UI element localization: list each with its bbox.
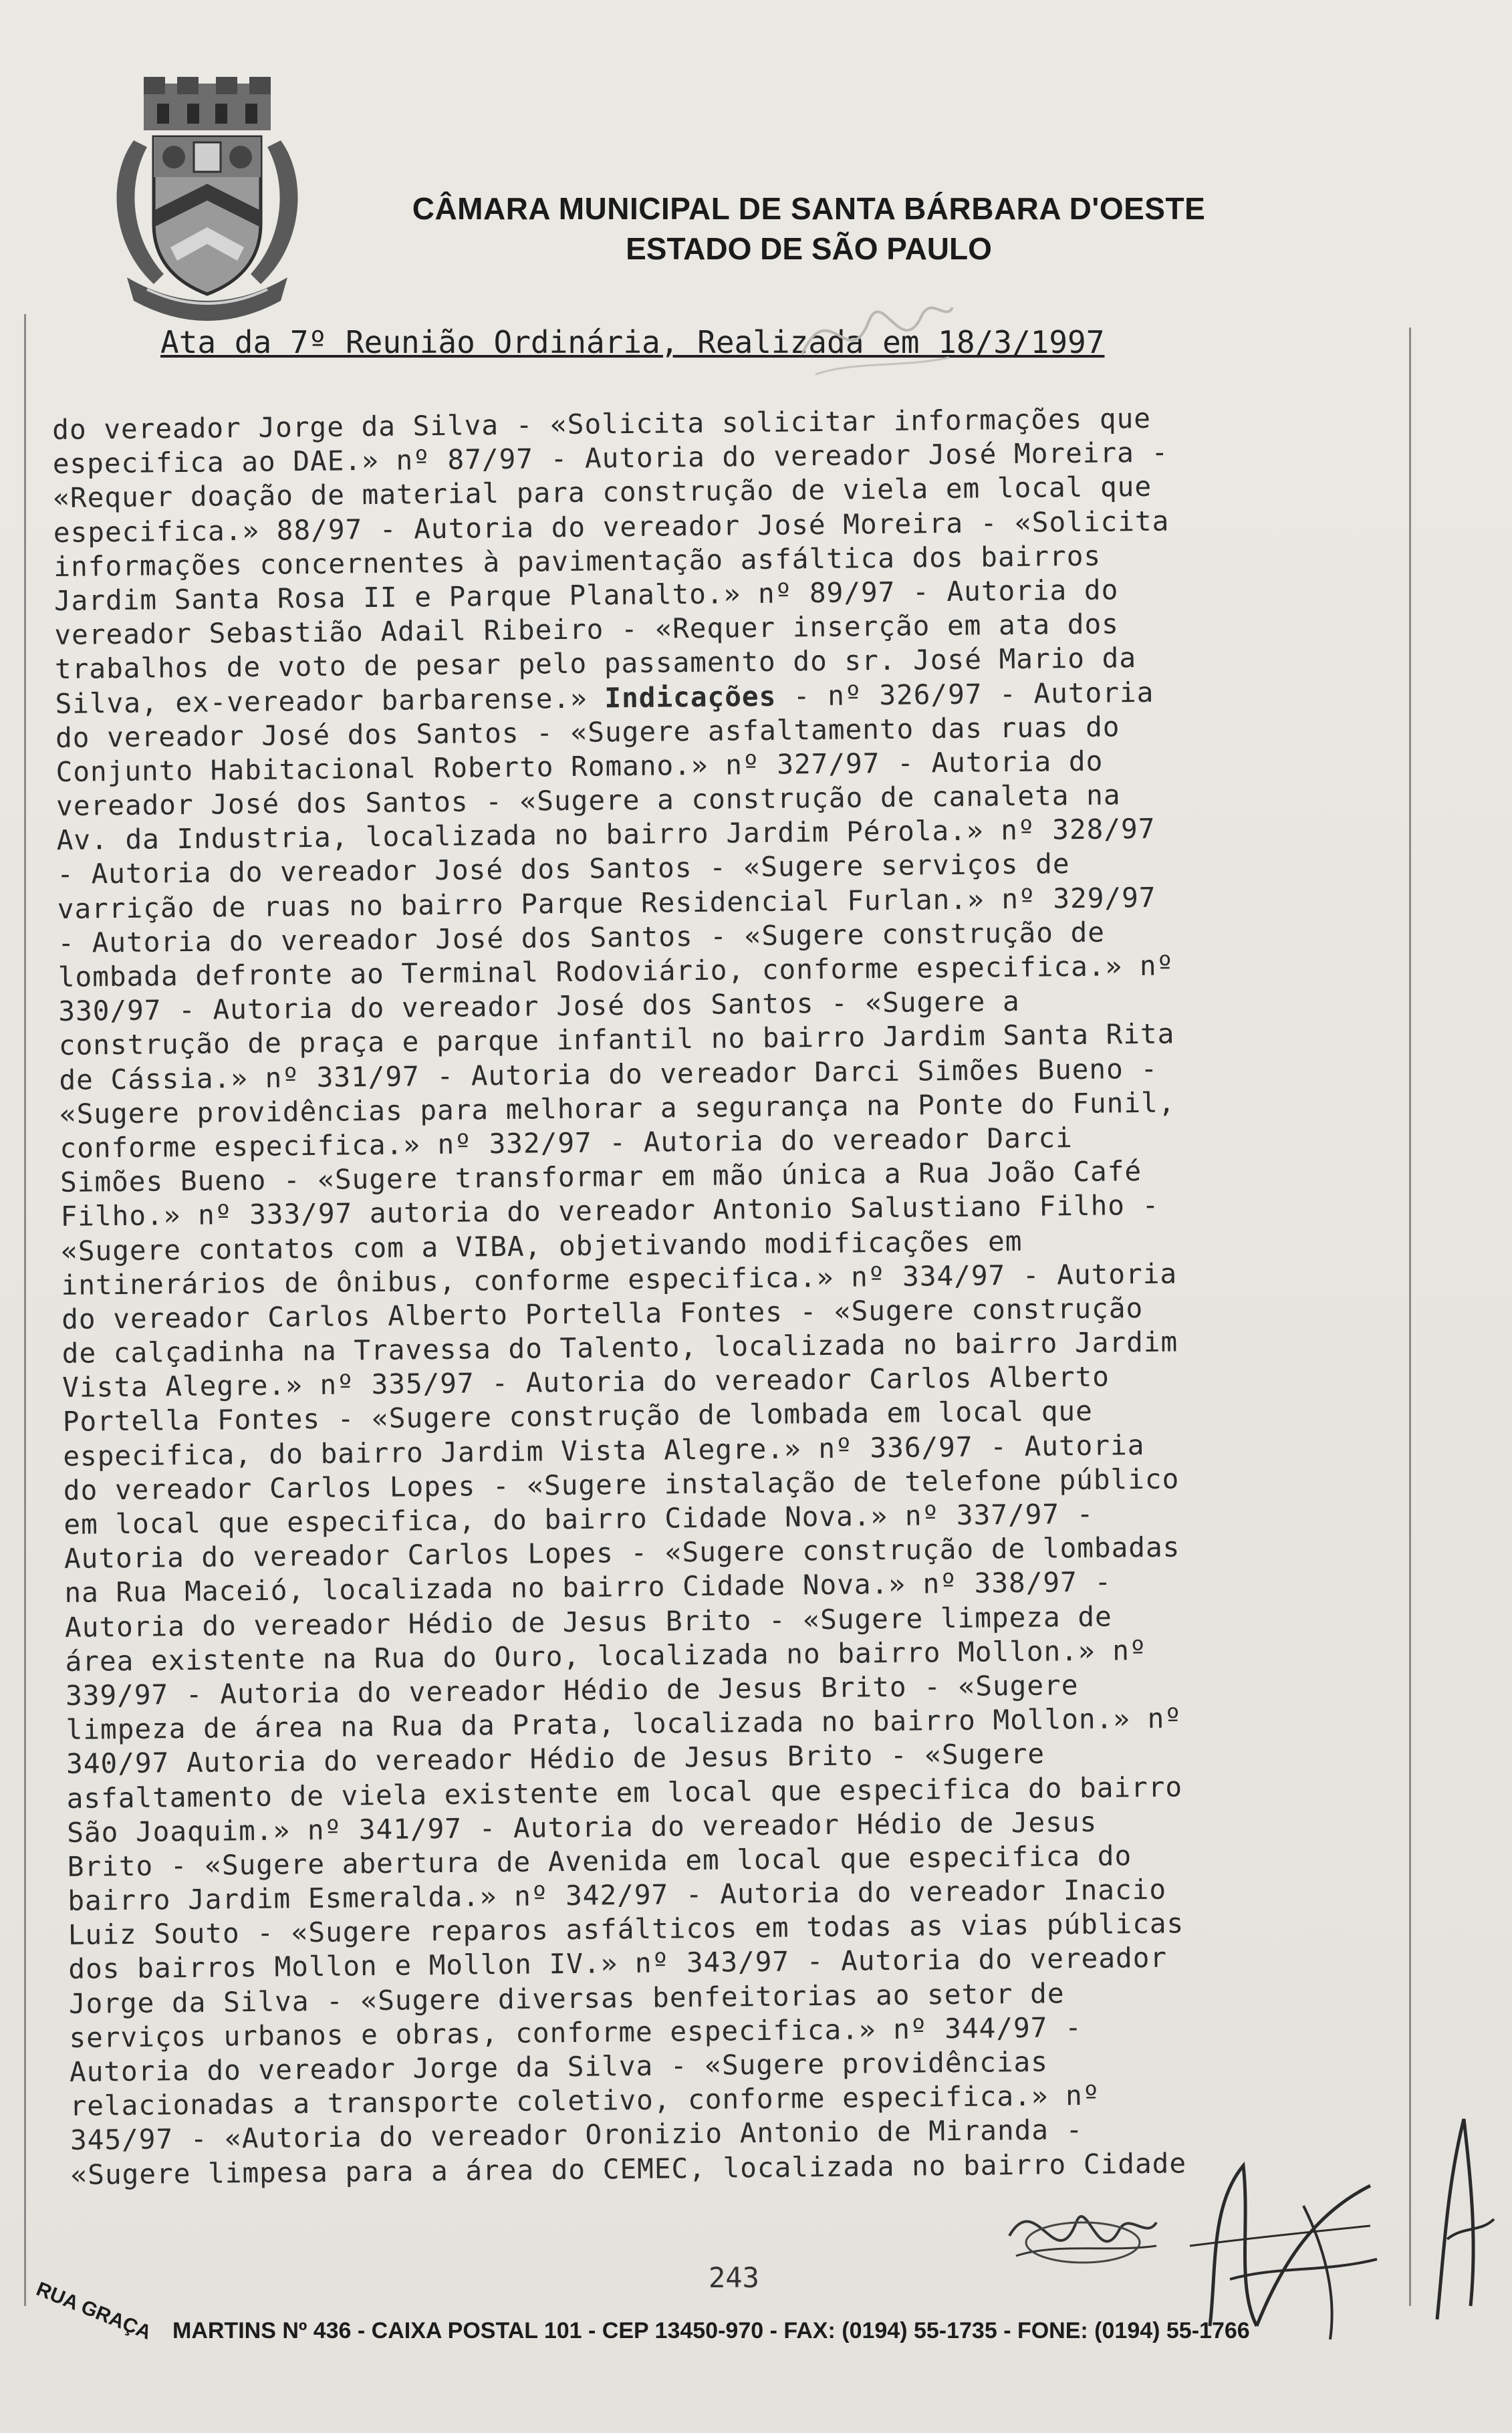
minutes-line: do vereador Carlos Lopes - «Sugere instalação de telefone público bbox=[63, 1462, 1180, 1507]
minutes-line: Silva, ex-vereador barbarense.» Indicações - nº 326/97 - Autoria bbox=[55, 676, 1154, 720]
minutes-line: 339/97 - Autoria do vereador Hédio de Jesus Brito - «Sugere bbox=[65, 1668, 1079, 1712]
signature-icon bbox=[1003, 2176, 1163, 2283]
coat-of-arms-icon bbox=[107, 77, 307, 328]
minutes-line: relacionadas a transporte coletivo, conforme especifica.» nº bbox=[70, 2079, 1100, 2123]
minutes-line: limpeza de área na Rua da Prata, localizada no bairro Mollon.» nº bbox=[66, 1702, 1182, 1747]
minutes-line: Filho.» nº 333/97 autoria do vereador Antonio Salustiano Filho - bbox=[60, 1189, 1160, 1233]
minutes-line: intinerários de ônibus, conforme especifica.» nº 334/97 - Autoria bbox=[61, 1257, 1178, 1301]
minutes-line: «Sugere contatos com a VIBA, objetivando modificações em bbox=[60, 1225, 1023, 1267]
minutes-line: em local que especifica, do bairro Cidade Nova.» nº 337/97 - bbox=[64, 1497, 1094, 1541]
minutes-line: Vista Alegre.» nº 335/97 - Autoria do vereador Carlos Alberto bbox=[62, 1360, 1110, 1404]
minutes-line: Brito - «Sugere abertura de Avenida em local que especifica do bbox=[67, 1839, 1132, 1883]
minutes-line: do vereador José dos Santos - «Sugere asfaltamento das ruas do bbox=[55, 710, 1120, 754]
minutes-line: serviços urbanos e obras, conforme especifica.» nº 344/97 - bbox=[69, 2011, 1082, 2054]
minutes-line: vereador Sebastião Adail Ribeiro - «Requer inserção em ata dos bbox=[54, 608, 1120, 652]
minutes-line: do vereador Jorge da Silva - «Solicita solicitar informações que bbox=[52, 402, 1152, 446]
minutes-line: - Autoria do vereador José dos Santos - «Sugere serviços de bbox=[56, 848, 1070, 891]
minutes-line: Jorge da Silva - «Sugere diversas benfeitorias ao setor de bbox=[68, 1976, 1065, 2020]
minutes-line: 340/97 Autoria do vereador Hédio de Jesus Brito - «Sugere bbox=[66, 1737, 1045, 1781]
minutes-line: Conjunto Habitacional Roberto Romano.» nº 327/97 - Autoria do bbox=[55, 745, 1104, 788]
minutes-line: - Autoria do vereador José dos Santos - «Sugere construção de bbox=[57, 916, 1106, 959]
minutes-title: Ata da 7º Reunião Ordinária, Realizada em 18/3/1997 bbox=[160, 324, 1105, 360]
institution-name: CÂMARA MUNICIPAL DE SANTA BÁRBARA D'OESTE bbox=[412, 191, 1206, 226]
minutes-line: trabalhos de voto de pesar pelo passamento do sr. José Mario da bbox=[54, 642, 1137, 686]
minutes-line: Luiz Souto - «Sugere reparos asfálticos em todas as vias públicas bbox=[68, 1907, 1184, 1952]
left-margin-rule bbox=[24, 314, 26, 2306]
minutes-line: varrição de ruas no bairro Parque Residencial Furlan.» nº 329/97 bbox=[57, 881, 1156, 925]
minutes-line: lombada defronte ao Terminal Rodoviário, conforme especifica.» nº bbox=[57, 949, 1174, 993]
state-name: ESTADO DE SÃO PAULO bbox=[626, 231, 992, 266]
minutes-line: bairro Jardim Esmeralda.» nº 342/97 - Autoria do vereador Inacio bbox=[68, 1873, 1167, 1917]
address-footer bbox=[33, 2273, 1479, 2353]
minutes-body bbox=[52, 399, 1386, 2192]
footer-street-prefix: RUA GRAÇA bbox=[33, 2278, 154, 2344]
minutes-line: construção de praça e parque infantil no bairro Jardim Santa Rita bbox=[58, 1017, 1175, 1062]
minutes-line: dos bairros Mollon e Mollon IV.» nº 343/97 - Autoria do vereador bbox=[68, 1942, 1168, 1986]
footer-contact-line: MARTINS Nº 436 - CAIXA POSTAL 101 - CEP 13450-970 - FAX: (0194) 55-1735 - FONE: (0194) 55-1766 bbox=[172, 2318, 1250, 2343]
minutes-line: conforme especifica.» nº 332/97 - Autoria do vereador Darci bbox=[59, 1122, 1074, 1164]
minutes-line: 345/97 - «Autoria do vereador Oronizio Antonio de Miranda - bbox=[70, 2114, 1084, 2157]
right-margin-rule bbox=[1409, 328, 1411, 2306]
minutes-line: Simões Bueno - «Sugere transformar em mão única a Rua João Café bbox=[59, 1155, 1142, 1199]
minutes-line: Jardim Santa Rosa II e Parque Planalto.» nº 89/97 - Autoria do bbox=[53, 573, 1119, 617]
minutes-line: na Rua Maceió, localizada no bairro Cidade Nova.» nº 338/97 - bbox=[64, 1565, 1112, 1610]
letterhead bbox=[307, 188, 1310, 269]
minutes-line: São Joaquim.» nº 341/97 - Autoria do vereador Hédio de Jesus bbox=[66, 1805, 1098, 1849]
minutes-line: «Requer doação de material para construção de viela em local que bbox=[53, 471, 1152, 515]
minutes-line: do vereador Carlos Alberto Portella Fontes - «Sugere construção bbox=[61, 1291, 1144, 1335]
minutes-line: 330/97 - Autoria do vereador José dos Santos - «Sugere a bbox=[58, 985, 1020, 1028]
section-heading-indicacoes: Indicações bbox=[604, 680, 777, 714]
minutes-line: Autoria do vereador Jorge da Silva - «Sugere providências bbox=[69, 2045, 1049, 2088]
minutes-line: Autoria do vereador Hédio de Jesus Brito - «Sugere limpeza de bbox=[64, 1600, 1112, 1644]
minutes-line: «Sugere providências para melhorar a segurança na Ponte do Funil, bbox=[59, 1086, 1176, 1130]
minutes-line: vereador José dos Santos - «Sugere a construção de canaleta na bbox=[55, 779, 1121, 823]
faint-signature-icon bbox=[789, 281, 963, 388]
page-number: 243 bbox=[709, 2261, 759, 2294]
minutes-line: «Sugere limpesa para a área do CEMEC, localizada no bairro Cidade bbox=[70, 2146, 1187, 2191]
minutes-line: informações concernentes à pavimentação asfáltica dos bairros bbox=[53, 539, 1102, 583]
minutes-line: Autoria do vereador Carlos Lopes - «Sugere construção de lombadas bbox=[64, 1531, 1180, 1575]
minutes-line: Portella Fontes - «Sugere construção de lombada em local que bbox=[62, 1395, 1094, 1438]
minutes-line: de Cássia.» nº 331/97 - Autoria do vereador Darci Simões Bueno - bbox=[59, 1052, 1158, 1096]
minutes-line: asfaltamento de viela existente em local que especifica do bairro bbox=[66, 1770, 1183, 1815]
minutes-line: Av. da Industria, localizada no bairro Jardim Pérola.» nº 328/97 bbox=[56, 813, 1156, 857]
minutes-line: especifica.» 88/97 - Autoria do vereador José Moreira - «Solicita bbox=[53, 505, 1170, 549]
minutes-line: área existente na Rua do Ouro, localizada no bairro Mollon.» nº bbox=[65, 1634, 1147, 1678]
minutes-line: especifica ao DAE.» nº 87/97 - Autoria do vereador José Moreira - bbox=[52, 436, 1169, 481]
minutes-line: especifica, do bairro Jardim Vista Alegre.» nº 336/97 - Autoria bbox=[63, 1428, 1145, 1472]
minutes-line: de calçadinha na Travessa do Talento, localizada no bairro Jardim bbox=[61, 1325, 1178, 1370]
